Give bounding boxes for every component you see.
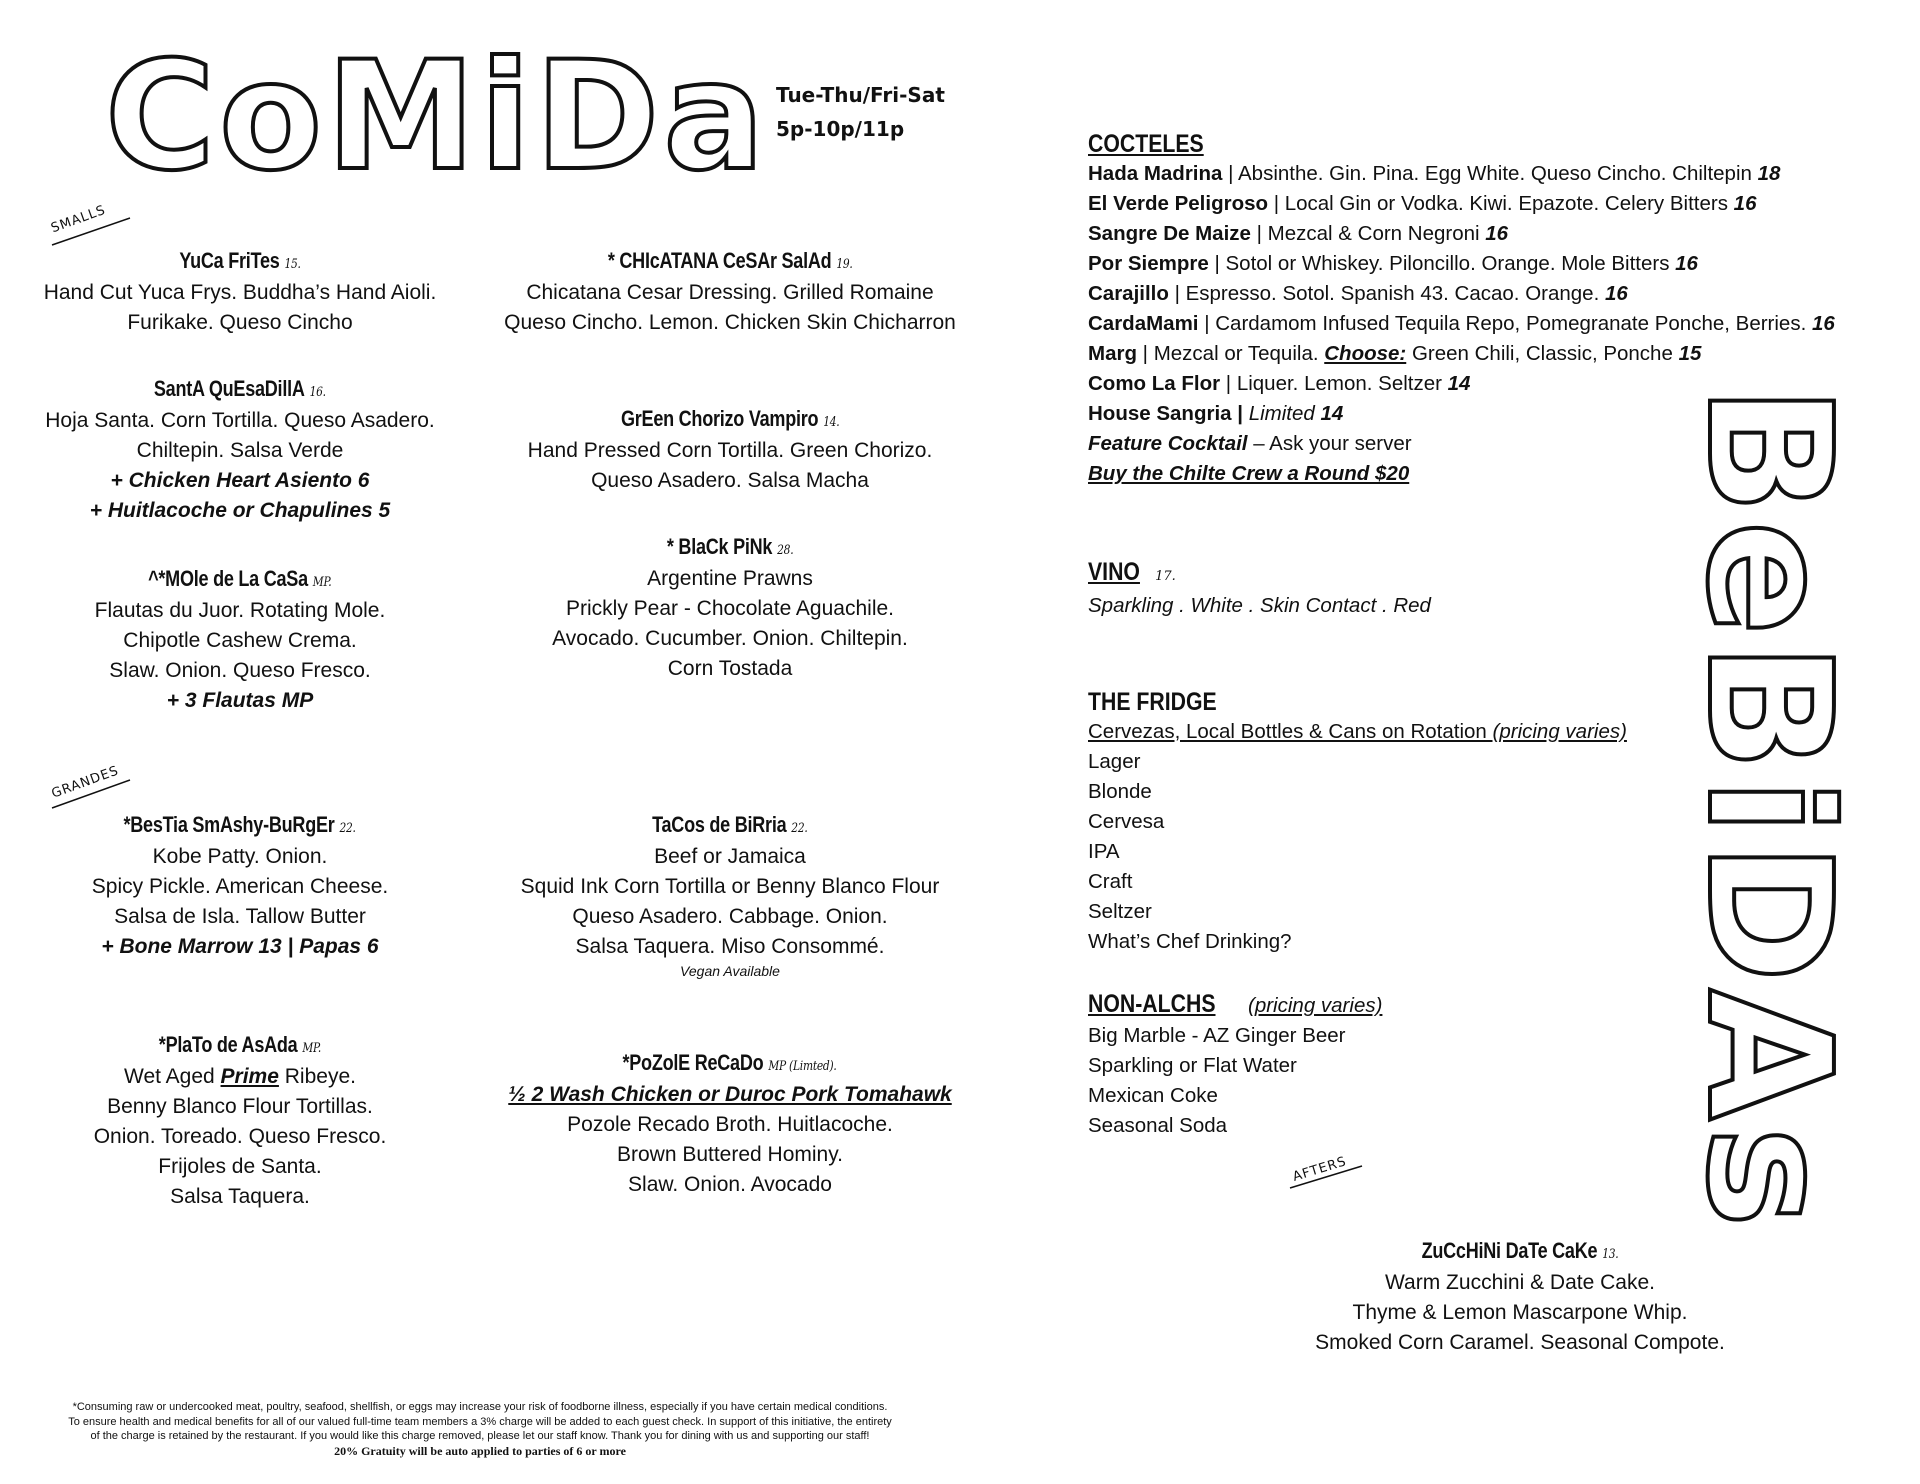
dish-desc: Queso Asadero. Cabbage. Onion. (572, 905, 888, 928)
dish-desc: Warm Zucchini & Date Cake. (1385, 1271, 1655, 1294)
vino-section (1088, 558, 1431, 621)
dish-desc: Hand Pressed Corn Tortilla. Green Chorizo. (527, 439, 933, 462)
dish-plato-de-asada (10, 1032, 470, 1212)
hours-days: Tue-Thu/Fri-Sat (776, 83, 945, 107)
nonalch-item: Big Marble - AZ Ginger Beer (1088, 1024, 1346, 1047)
dish-name: *PoZolE ReCaDo MP (Limted). (622, 1050, 838, 1075)
disclaimer-line: To ensure health and medical benefits for all of our valued full-time team members a 3% charge will be added to each guest check. In support of this initiative, the entirety (68, 1415, 892, 1428)
dish-desc: Chicatana Cesar Dressing. Grilled Romaine (526, 281, 934, 304)
section-tag-afters: AFTERS (1291, 1154, 1349, 1185)
dish-desc: Spicy Pickle. American Cheese. (91, 875, 389, 898)
fridge-item: Blonde (1088, 780, 1152, 803)
feature-cocktail: Feature Cocktail – Ask your server (1088, 432, 1412, 455)
dish-desc: Argentine Prawns (647, 567, 813, 590)
dish-bestia-burger (10, 812, 470, 962)
dish-name: SantA QuEsaDillA 16. (154, 376, 326, 401)
dish-name: ZuCcHiNi DaTe CaKe 13. (1421, 1238, 1619, 1263)
dish-desc: Salsa Taquera. Miso Consommé. (575, 935, 885, 958)
dish-desc: Chipotle Cashew Crema. (123, 629, 357, 652)
dish-desc: Smoked Corn Caramel. Seasonal Compote. (1315, 1331, 1725, 1354)
dish-note: Vegan Available (680, 963, 780, 979)
dish-chicatana-cesar-salad (480, 248, 980, 338)
cocktail-item: Hada Madrina | Absinthe. Gin. Pina. Egg White. Queso Cincho. Chiltepin 18 (1088, 162, 1781, 185)
dish-desc: Thyme & Lemon Mascarpone Whip. (1352, 1301, 1688, 1324)
dish-desc: Corn Tostada (667, 657, 793, 680)
dish-name: * BlaCk PiNk 28. (666, 534, 794, 559)
nonalchs-section (1088, 990, 1382, 1141)
nonalch-item: Sparkling or Flat Water (1088, 1054, 1297, 1077)
dish-desc: Furikake. Queso Cincho (127, 311, 353, 334)
dish-addon: + Bone Marrow 13 | Papas 6 (101, 935, 379, 958)
dish-desc: Beef or Jamaica (654, 845, 806, 868)
cocktail-item: El Verde Peligroso | Local Gin or Vodka. Kiwi. Epazote. Celery Bitters 16 (1088, 192, 1757, 215)
bebidas-logo: BeBiDAs (1669, 385, 1867, 1234)
nonalch-item: Mexican Coke (1088, 1084, 1218, 1107)
dish-headline: ½ 2 Wash Chicken or Duroc Pork Tomahawk (508, 1083, 952, 1106)
dish-black-pink (480, 534, 980, 684)
dish-zucchini-date-cake (1250, 1238, 1790, 1358)
dish-green-chorizo-vampiro (480, 406, 980, 496)
dish-desc: Hoja Santa. Corn Tortilla. Queso Asadero. (45, 409, 435, 432)
fridge-item: Lager (1088, 750, 1141, 773)
hours-times: 5p-10p/11p (776, 117, 905, 141)
dish-name: *PlaTo de AsAda MP. (158, 1032, 322, 1057)
section-tag-grandes: GRANDES (49, 763, 122, 802)
dish-name: *BesTia SmAshy-BuRgEr 22. (123, 812, 357, 837)
nonalchs-heading: NON-ALCHS (1088, 990, 1216, 1018)
dish-desc: Slaw. Onion. Avocado (628, 1173, 832, 1196)
fridge-item: Cervesa (1088, 810, 1165, 833)
cocktail-item: CardaMami | Cardamom Infused Tequila Repo, Pomegranate Ponche, Berries. 16 (1088, 312, 1835, 335)
fridge-item: IPA (1088, 840, 1120, 863)
vino-list: Sparkling . White . Skin Contact . Red (1088, 594, 1431, 617)
cocktail-item: Como La Flor | Liquer. Lemon. Seltzer 14 (1088, 372, 1471, 395)
cocktail-item: Carajillo | Espresso. Sotol. Spanish 43. Cacao. Orange. 16 (1088, 282, 1628, 305)
dish-desc: Prickly Pear - Chocolate Aguachile. (566, 597, 894, 620)
fridge-item: Seltzer (1088, 900, 1152, 923)
fridge-item: Craft (1088, 870, 1133, 893)
dish-name: ^*MOle de La CaSa MP. (148, 566, 332, 591)
dish-desc: Benny Blanco Flour Tortillas. (107, 1095, 373, 1118)
gratuity-note: 20% Gratuity will be auto applied to parties of 6 or more (334, 1443, 626, 1458)
dish-desc: Frijoles de Santa. (158, 1155, 322, 1178)
cocktail-item: House Sangria | Limited 14 (1088, 402, 1344, 425)
vino-heading: VINO (1088, 558, 1140, 586)
nonalch-item: Seasonal Soda (1088, 1114, 1228, 1137)
dish-addon: + 3 Flautas MP (166, 689, 314, 712)
dish-desc: Squid Ink Corn Tortilla or Benny Blanco Flour (520, 875, 940, 898)
dish-desc: Queso Cincho. Lemon. Chicken Skin Chicharron (504, 311, 956, 334)
dish-desc: Salsa Taquera. (170, 1185, 310, 1208)
cocteles-section (1088, 130, 1908, 489)
disclaimer-line: of the charge is retained by the restaurant. If you would like this charge removed, please let our staff know. Thank you for dining with us and supporting our staff! (90, 1430, 870, 1442)
dish-name: YuCa FriTes 15. (179, 248, 301, 273)
dish-addon: + Huitlacoche or Chapulines 5 (89, 499, 391, 522)
disclaimer (0, 1400, 960, 1458)
cocteles-heading: COCTELES (1088, 130, 1204, 158)
cocktail-item: Sangre De Maize | Mezcal & Corn Negroni 16 (1088, 222, 1509, 245)
dish-name: GrEen Chorizo Vampiro 14. (620, 406, 840, 431)
dish-addon: + Chicken Heart Asiento 6 (110, 469, 370, 492)
buy-crew-round: Buy the Chilte Crew a Round $20 (1088, 462, 1410, 485)
dish-desc: Hand Cut Yuca Frys. Buddha’s Hand Aioli. (43, 281, 437, 304)
dish-desc: Salsa de Isla. Tallow Butter (114, 905, 366, 928)
dish-santa-quesadilla (10, 376, 470, 526)
dish-desc: Avocado. Cucumber. Onion. Chiltepin. (552, 627, 908, 650)
dish-tacos-de-birria (480, 812, 980, 980)
cocktail-item: Marg | Mezcal or Tequila. Choose: Green Chili, Classic, Ponche 15 (1088, 342, 1702, 365)
fridge-section (1088, 688, 1627, 957)
dish-mole-de-la-casa (10, 566, 470, 716)
nonalchs-note: (pricing varies) (1248, 994, 1383, 1017)
fridge-item: What’s Chef Drinking? (1088, 930, 1292, 953)
dish-desc: Slaw. Onion. Queso Fresco. (109, 659, 371, 682)
dish-yuca-frites (10, 248, 470, 338)
fridge-heading: THE FRIDGE (1088, 688, 1217, 716)
dish-desc: Pozole Recado Broth. Huitlacoche. (567, 1113, 893, 1136)
disclaimer-line: *Consuming raw or undercooked meat, poultry, seafood, shellfish, or eggs may increase your risk of foodborne illness, especially if you have certain medical conditions. (72, 1401, 888, 1413)
vino-price: 17. (1155, 569, 1176, 584)
section-tag-smalls: SMALLS (49, 202, 108, 237)
dish-pozole-recado (480, 1050, 980, 1200)
dish-desc: Onion. Toreado. Queso Fresco. (93, 1125, 387, 1148)
dish-desc: Flautas du Juor. Rotating Mole. (94, 599, 386, 622)
fridge-subhead: Cervezas, Local Bottles & Cans on Rotation (pricing varies) (1088, 720, 1627, 743)
cocktail-item: Por Siempre | Sotol or Whiskey. Piloncillo. Orange. Mole Bitters 16 (1088, 252, 1698, 275)
dish-desc: Kobe Patty. Onion. (152, 845, 328, 868)
dish-desc: Chiltepin. Salsa Verde (136, 439, 344, 462)
comida-logo: CoMiDa (105, 30, 769, 204)
dish-desc: Wet Aged Prime Ribeye. (124, 1065, 356, 1088)
dish-desc: Queso Asadero. Salsa Macha (591, 469, 869, 492)
dish-desc: Brown Buttered Hominy. (616, 1143, 844, 1166)
dish-name: TaCos de BiRria 22. (652, 812, 808, 837)
dish-name: * CHIcATANA CeSAr SalAd 19. (607, 248, 853, 273)
hours-block (776, 78, 945, 146)
